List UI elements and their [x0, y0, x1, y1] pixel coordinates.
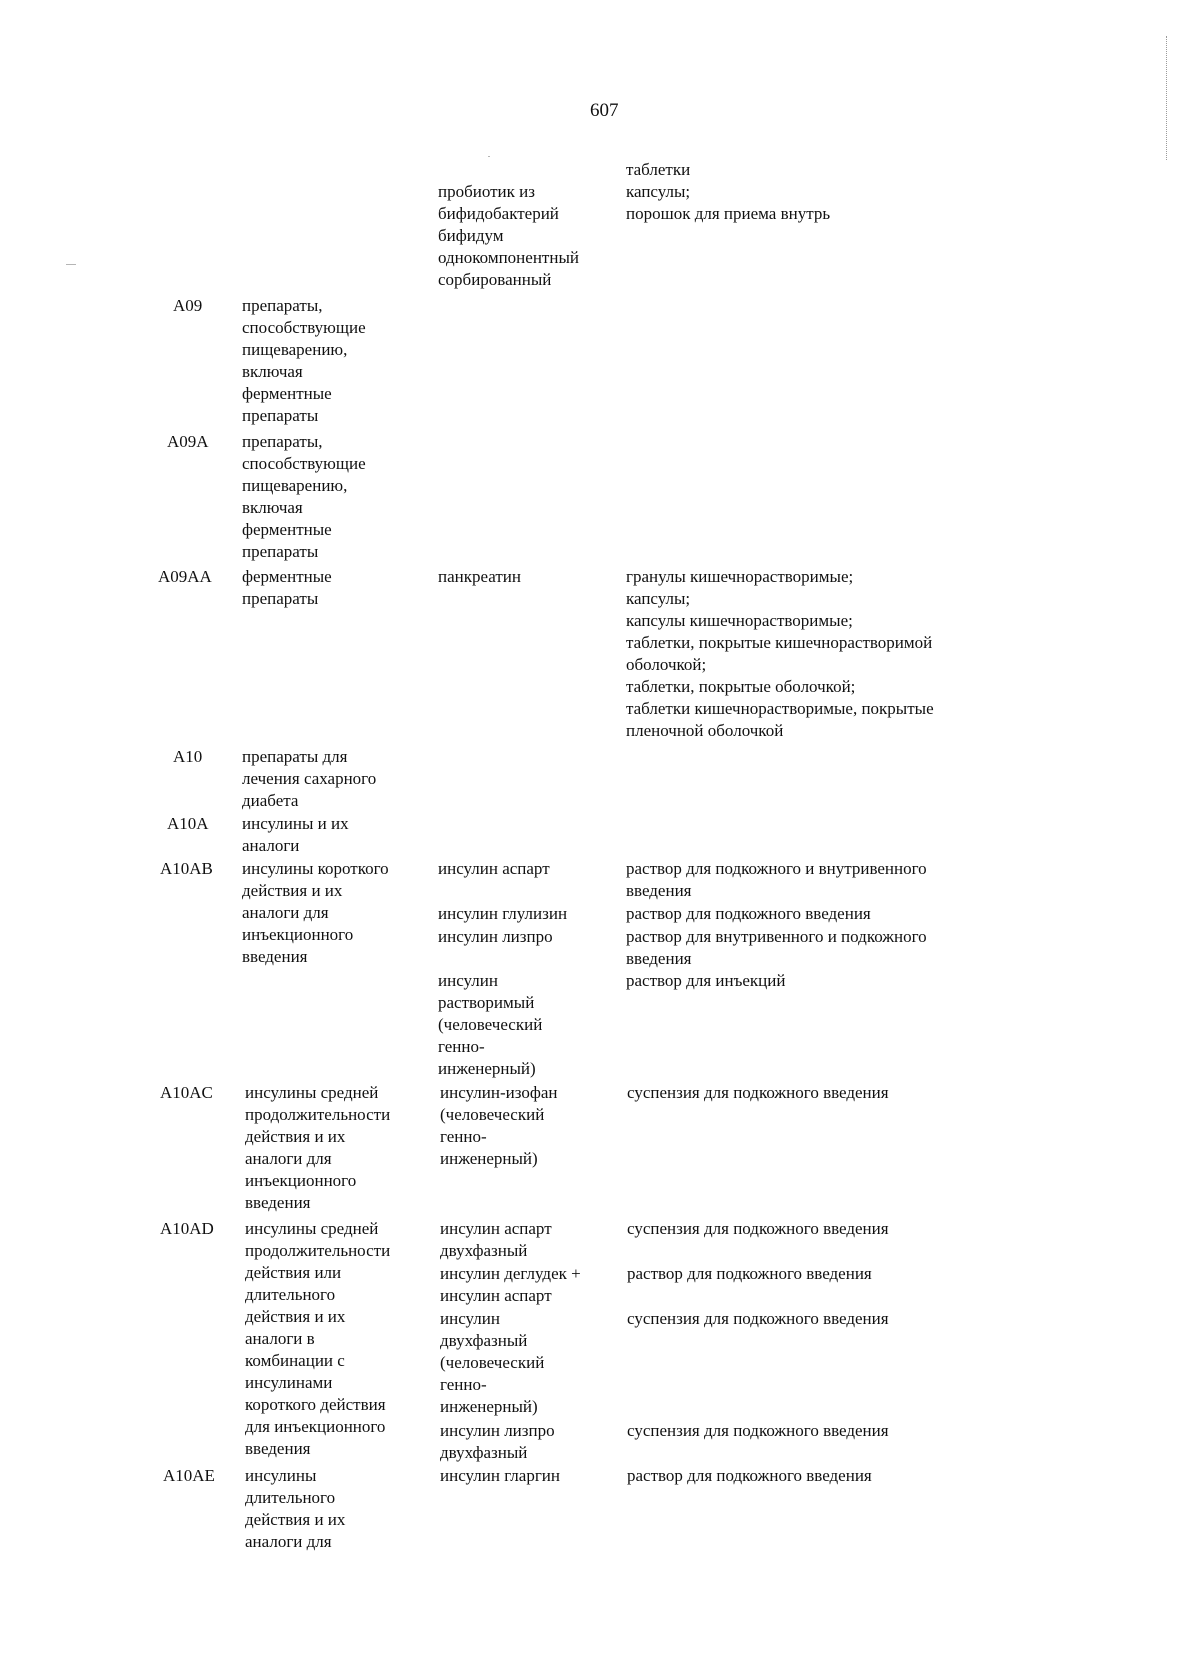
dosage-form: суспензия для подкожного введения	[627, 1421, 889, 1440]
atc-code: A09	[173, 296, 203, 315]
atc-group: инсулины и их аналоги	[242, 814, 349, 855]
page-number: 607	[590, 100, 619, 121]
active-substance: панкреатин	[438, 567, 521, 586]
dosage-form: раствор для подкожного и внутривенного введения	[626, 859, 927, 900]
active-substance: инсулин растворимый (человеческий генно- инженерный)	[438, 971, 543, 1078]
atc-group: препараты для лечения сахарного диабета	[242, 747, 377, 810]
dosage-form: суспензия для подкожного введения	[627, 1219, 889, 1238]
active-substance: инсулин деглудек + инсулин аспарт	[440, 1264, 581, 1305]
dosage-form: суспензия для подкожного введения	[627, 1309, 889, 1328]
dosage-form: раствор для инъекций	[626, 971, 786, 990]
atc-code: A10AE	[163, 1466, 215, 1485]
dosage-form: раствор для подкожного введения	[627, 1466, 872, 1485]
active-substance: инсулин глулизин	[438, 904, 568, 923]
atc-group: препараты, способствующие пищеварению, включая ферментные препараты	[242, 432, 366, 561]
scan-edge-mark	[1166, 36, 1168, 160]
atc-group: препараты, способствующие пищеварению, включая ферментные препараты	[242, 296, 366, 425]
atc-code: A10AC	[160, 1083, 213, 1102]
dosage-form: гранулы кишечнорастворимые; капсулы; капсулы кишечнорастворимые; таблетки, покрытые кишечнорастворимой оболочкой; таблетки, покрытые оболочкой; таблетки кишечнорастворимые, покрытые пленочной оболочкой	[626, 567, 934, 740]
atc-code: A10AB	[160, 859, 213, 878]
scan-speck	[488, 156, 490, 157]
atc-group: инсулины длительного действия и их аналоги для	[245, 1466, 346, 1551]
dosage-form: таблетки	[626, 160, 691, 179]
dosage-form: капсулы; порошок для приема внутрь	[626, 182, 831, 223]
atc-group: инсулины короткого действия и их аналоги для инъекционного введения	[242, 859, 389, 966]
scan-speck	[66, 264, 76, 265]
atc-group: ферментные препараты	[242, 567, 332, 608]
active-substance: инсулин лизпро	[438, 927, 553, 946]
atc-code: A10AD	[160, 1219, 214, 1238]
atc-code: A10A	[167, 814, 209, 833]
active-substance: инсулин аспарт	[438, 859, 550, 878]
active-substance: инсулин лизпро двухфазный	[440, 1421, 555, 1462]
dosage-form: раствор для внутривенного и подкожного введения	[626, 927, 927, 968]
active-substance: инсулин двухфазный (человеческий генно- инженерный)	[440, 1309, 545, 1416]
active-substance: инсулин-изофан (человеческий генно- инженерный)	[440, 1083, 558, 1168]
atc-code: A10	[173, 747, 203, 766]
dosage-form: раствор для подкожного введения	[627, 1264, 872, 1283]
dosage-form: раствор для подкожного введения	[626, 904, 871, 923]
atc-group: инсулины средней продолжительности действия и их аналоги для инъекционного введения	[245, 1083, 391, 1212]
atc-code: A09AA	[158, 567, 212, 586]
atc-group: инсулины средней продолжительности действия или длительного действия и их аналоги в комбинации с инсулинами короткого действия для инъекционного введения	[245, 1219, 391, 1458]
active-substance: инсулин аспарт двухфазный	[440, 1219, 552, 1260]
atc-code: A09A	[167, 432, 209, 451]
active-substance: пробиотик из бифидобактерий бифидум однокомпонентный сорбированный	[438, 182, 579, 289]
dosage-form: суспензия для подкожного введения	[627, 1083, 889, 1102]
active-substance: инсулин гларгин	[440, 1466, 561, 1485]
